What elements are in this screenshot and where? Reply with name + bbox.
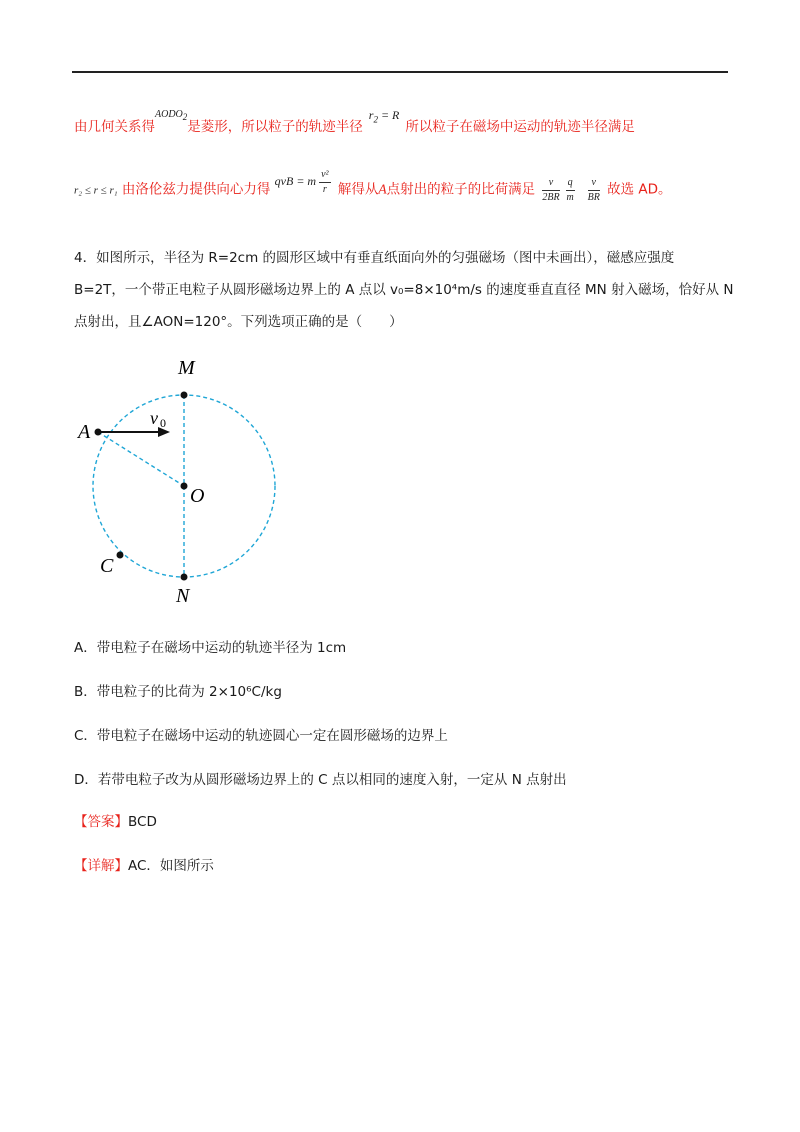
numerator: q (566, 176, 575, 191)
point-m-dot (181, 392, 188, 399)
formula-text: r (368, 108, 374, 122)
option-b: B．带电粒子的比荷为 2×10⁶C/kg (74, 684, 282, 700)
point-a-dot (95, 429, 102, 436)
formula-text: = R (377, 108, 400, 122)
derivation-text: 是菱形，所以粒子的轨迹半径 (187, 119, 363, 135)
magnetic-field-diagram (70, 350, 310, 610)
formula-subscript: 2 (373, 114, 378, 125)
label-c: C (100, 555, 114, 577)
force-formula (274, 169, 334, 195)
point-c-dot (117, 552, 124, 559)
explain-value: AC．如图所示 (128, 858, 214, 874)
label-v: v (150, 408, 158, 428)
option-a: A．带电粒子在磁场中运动的轨迹半径为 1cm (74, 640, 347, 656)
radius-formula (368, 108, 400, 125)
formula-text: AODO (155, 109, 183, 120)
radius-ao (98, 432, 184, 486)
answer-tag: 【答案】 (74, 814, 128, 830)
question-line-2: B=2T，一个带正电粒子从圆形磁场边界上的 A 点以 v₀=8×10⁴m/s 的速度垂直直径 MN 射入磁场，恰好从 N (74, 282, 734, 298)
label-o: O (190, 485, 205, 507)
answer-line (74, 810, 157, 830)
numerator: v (588, 176, 600, 191)
fraction (566, 176, 575, 205)
derivation-text: 由几何关系得 (74, 119, 155, 135)
derivation-text: 点射出的粒子的比荷满足 (386, 181, 536, 198)
option-d: D．若带电粒子改为从圆形磁场边界上的 C 点以相同的速度入射，一定从 N 点射出 (74, 772, 567, 788)
label-a: A (78, 421, 91, 443)
point-n-dot (181, 574, 188, 581)
answer-value: BCD (128, 814, 157, 830)
radius-inequality: r₂ ≤ r ≤ r₁ (74, 184, 118, 197)
label-v-sub: 0 (160, 416, 166, 430)
derivation-text: 解得从 (337, 181, 379, 198)
numerator: v (542, 176, 559, 191)
label-m: M (178, 357, 195, 379)
question-line-3: 点射出，且∠AON=120°。下列选项正确的是（ ） (74, 314, 403, 330)
formula-subscript: 2 (182, 112, 188, 122)
explain-tag: 【详解】 (74, 858, 128, 874)
derivation-line-2 (74, 168, 672, 205)
derivation-line-1 (74, 108, 635, 135)
ratio-formula (539, 177, 602, 204)
fraction (588, 176, 600, 205)
derivation-text: 由洛伦兹力提供向心力得 (121, 181, 271, 198)
denominator: r (322, 184, 327, 195)
formula-text: qvB = m (274, 174, 317, 189)
denominator: BR (587, 192, 600, 204)
question-line-1: 4．如图所示，半径为 R=2cm 的圆形区域中有垂直纸面向外的匀强磁场（图中未画出），磁感应强度 (74, 250, 675, 266)
denominator: m (566, 192, 574, 204)
derivation-text: 故选 AD。 (607, 181, 672, 198)
point-o-dot (181, 483, 188, 490)
point-label: A (378, 181, 387, 197)
numerator: v² (319, 168, 330, 183)
denominator: 2BR (542, 192, 560, 204)
label-n: N (176, 585, 190, 607)
fraction (319, 168, 330, 197)
fraction (542, 176, 559, 205)
explain-line (74, 854, 214, 874)
header-rule (72, 71, 728, 73)
geometry-formula (155, 109, 187, 120)
option-c: C．带电粒子在磁场中运动的轨迹圆心一定在圆形磁场的边界上 (74, 728, 448, 744)
derivation-text: 所以粒子在磁场中运动的轨迹半径满足 (405, 119, 635, 135)
